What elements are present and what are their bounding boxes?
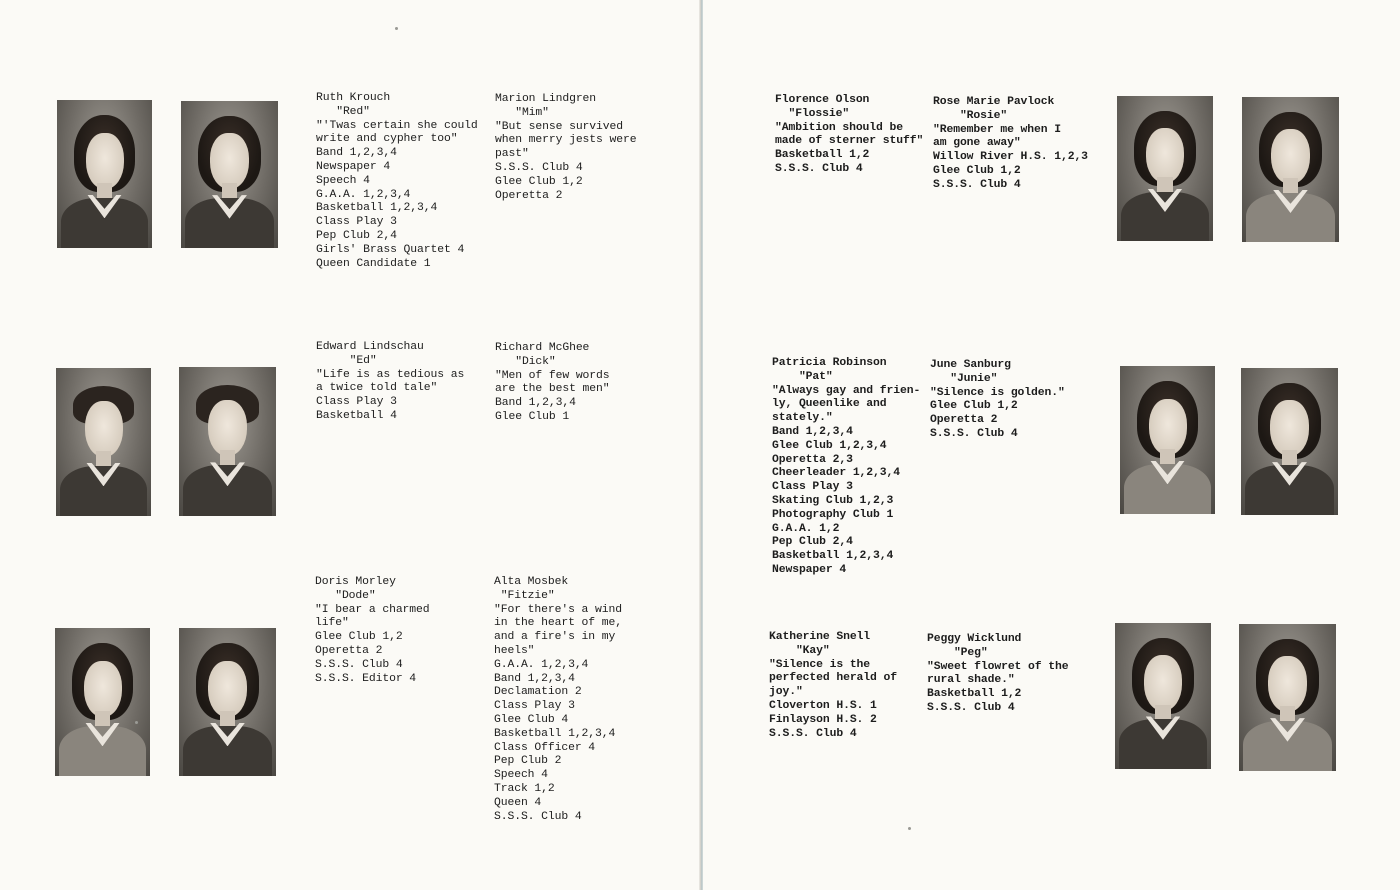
bio-line: "Fitzie" (494, 589, 555, 602)
portrait-edward-lindschau (56, 368, 151, 516)
bio-line: "Ambition should be (775, 121, 903, 134)
bio-line: "Pat" (772, 370, 833, 383)
bio-line: heels" (494, 644, 535, 657)
bio-line: Class Play 3 (772, 481, 853, 494)
bio-florence-olson (775, 94, 935, 177)
portrait-marion-lindgren (181, 101, 278, 248)
bio-line: Queen 4 (494, 796, 542, 809)
portrait-doris-morley (55, 628, 150, 776)
bio-line: "Life is as tedious as (316, 368, 465, 381)
bio-line: perfected herald of (769, 672, 897, 685)
bio-line: "Men of few words (495, 369, 610, 382)
bio-line: Photography Club 1 (772, 508, 894, 521)
bio-line: Track 1,2 (494, 782, 555, 795)
bio-line: G.A.A. 1,2 (772, 522, 840, 535)
bio-line: G.A.A. 1,2,3,4 (494, 658, 589, 671)
bio-line: Operetta 2 (315, 644, 383, 657)
portrait-june-sanburg (1241, 368, 1338, 515)
student-name: Peggy Wicklund (927, 633, 1022, 645)
bio-line: Declamation 2 (494, 686, 582, 699)
bio-line: Class Officer 4 (494, 741, 596, 754)
student-name: Alta Mosbek (494, 576, 569, 588)
bio-line: Newspaper 4 (316, 160, 391, 173)
bio-line: S.S.S. Club 4 (930, 427, 1018, 440)
bio-line: Speech 4 (316, 174, 370, 187)
bio-line: am gone away" (933, 137, 1021, 150)
bio-line: "Ed" (316, 354, 377, 367)
bio-line: Newspaper 4 (772, 563, 847, 576)
bio-line: Operetta 2 (930, 414, 998, 427)
bio-line: "'Twas certain she could (316, 119, 478, 132)
bio-line: Finlayson H.S. 2 (769, 713, 877, 726)
bio-line: Willow River H.S. 1,2,3 (933, 151, 1088, 164)
bio-line: "Dode" (315, 589, 376, 602)
bio-line: Pep Club 2,4 (772, 536, 853, 549)
bio-line: Band 1,2,3,4 (494, 672, 575, 685)
bio-line: Girls' Brass Quartet 4 (316, 243, 465, 256)
bio-line: past" (495, 148, 529, 161)
bio-line: Class Play 3 (316, 396, 397, 409)
bio-line: stately." (772, 412, 833, 425)
portrait-rose-marie-pavlock (1242, 97, 1339, 242)
bio-line: ly, Queenlike and (772, 398, 887, 411)
student-name: Florence Olson (775, 94, 870, 106)
portrait-richard-mcghee (179, 367, 276, 516)
bio-line: "Red" (316, 105, 370, 118)
bio-line: Glee Club 1,2,3,4 (772, 439, 887, 452)
bio-line: S.S.S. Editor 4 (315, 672, 417, 685)
portrait-peggy-wicklund (1239, 624, 1336, 771)
bio-doris-morley (315, 576, 485, 686)
bio-line: in the heart of me, (494, 617, 622, 630)
bio-line: Band 1,2,3,4 (495, 397, 576, 410)
bio-line: Basketball 1,2 (775, 149, 870, 162)
bio-line: Basketball 1,2,3,4 (772, 550, 894, 563)
bio-line: "Silence is the (769, 658, 871, 671)
bio-line: Glee Club 1,2 (930, 400, 1018, 413)
bio-peggy-wicklund (927, 633, 1092, 716)
student-name: Ruth Krouch (316, 92, 391, 104)
bio-line: "Flossie" (775, 107, 850, 120)
bio-line: Cheerleader 1,2,3,4 (772, 467, 900, 480)
bio-line: Basketball 4 (316, 409, 397, 422)
bio-marion-lindgren (495, 93, 655, 203)
bio-line: "Dick" (495, 355, 556, 368)
bio-line: "Rosie" (933, 109, 1008, 122)
paper-speck (395, 27, 398, 30)
bio-line: and a fire's in my (494, 631, 616, 644)
bio-line: Pep Club 2 (494, 755, 562, 768)
portrait-ruth-krouch (57, 100, 152, 248)
bio-line: made of sterner stuff" (775, 135, 924, 148)
bio-line: Class Play 3 (494, 700, 575, 713)
bio-katherine-snell (769, 631, 929, 741)
bio-line: Basketball 1,2,3,4 (494, 727, 616, 740)
portrait-alta-mosbek (179, 628, 276, 776)
bio-line: Band 1,2,3,4 (772, 425, 853, 438)
bio-line: "Silence is golden." (930, 386, 1065, 399)
bio-richard-mcghee (495, 342, 655, 425)
bio-ruth-krouch (316, 92, 488, 271)
student-name: Richard McGhee (495, 342, 590, 354)
student-name: Marion Lindgren (495, 93, 597, 105)
bio-line: "Sweet flowret of the (927, 660, 1069, 673)
bio-line: Basketball 1,2,3,4 (316, 202, 438, 215)
bio-alta-mosbek (494, 576, 654, 824)
bio-line: "Mim" (495, 106, 549, 119)
portrait-florence-olson (1117, 96, 1213, 241)
student-name: Rose Marie Pavlock (933, 96, 1055, 108)
bio-line: Queen Candidate 1 (316, 257, 431, 270)
paper-speck (135, 721, 138, 724)
bio-line: write and cypher too" (316, 133, 458, 146)
student-name: Doris Morley (315, 576, 396, 588)
bio-line: "Kay" (769, 644, 830, 657)
student-name: Patricia Robinson (772, 357, 887, 369)
bio-line: S.S.S. Club 4 (769, 727, 857, 740)
bio-edward-lindschau (316, 341, 486, 424)
student-name: Katherine Snell (769, 631, 871, 643)
bio-line: Band 1,2,3,4 (316, 147, 397, 160)
bio-line: "For there's a wind (494, 603, 622, 616)
bio-line: S.S.S. Club 4 (315, 658, 403, 671)
bio-line: G.A.A. 1,2,3,4 (316, 188, 411, 201)
bio-line: are the best men" (495, 383, 610, 396)
bio-rose-marie-pavlock (933, 96, 1111, 193)
bio-line: Glee Club 1,2 (315, 631, 403, 644)
bio-line: Speech 4 (494, 769, 548, 782)
bio-line: "But sense survived (495, 120, 623, 133)
bio-line: Cloverton H.S. 1 (769, 699, 877, 712)
bio-line: "I bear a charmed (315, 603, 430, 616)
bio-line: "Remember me when I (933, 123, 1061, 136)
bio-line: Pep Club 2,4 (316, 229, 397, 242)
bio-line: Basketball 1,2 (927, 688, 1022, 701)
bio-line: Glee Club 4 (494, 713, 569, 726)
portrait-patricia-robinson (1120, 366, 1215, 514)
bio-line: Class Play 3 (316, 216, 397, 229)
bio-line: life" (315, 617, 349, 630)
bio-line: when merry jests were (495, 134, 637, 147)
bio-line: S.S.S. Club 4 (933, 178, 1021, 191)
paper-speck (908, 827, 911, 830)
student-name: Edward Lindschau (316, 341, 424, 353)
bio-line: Skating Club 1,2,3 (772, 494, 894, 507)
bio-line: S.S.S. Club 4 (927, 701, 1015, 714)
bio-line: rural shade." (927, 674, 1015, 687)
bio-line: Glee Club 1 (495, 410, 570, 423)
bio-june-sanburg (930, 359, 1095, 442)
bio-line: joy." (769, 686, 803, 699)
bio-line: Operetta 2,3 (772, 453, 853, 466)
bio-line: S.S.S. Club 4 (494, 810, 582, 823)
bio-line: Glee Club 1,2 (495, 175, 583, 188)
bio-patricia-robinson (772, 357, 932, 578)
bio-line: a twice told tale" (316, 382, 438, 395)
bio-line: "Always gay and frien- (772, 384, 921, 397)
bio-line: S.S.S. Club 4 (775, 162, 863, 175)
bio-line: Glee Club 1,2 (933, 164, 1021, 177)
right-page (703, 0, 1400, 890)
student-name: June Sanburg (930, 359, 1011, 371)
bio-line: S.S.S. Club 4 (495, 161, 583, 174)
bio-line: "Peg" (927, 646, 988, 659)
bio-line: "Junie" (930, 372, 998, 385)
bio-line: Operetta 2 (495, 189, 563, 202)
portrait-katherine-snell (1115, 623, 1211, 769)
